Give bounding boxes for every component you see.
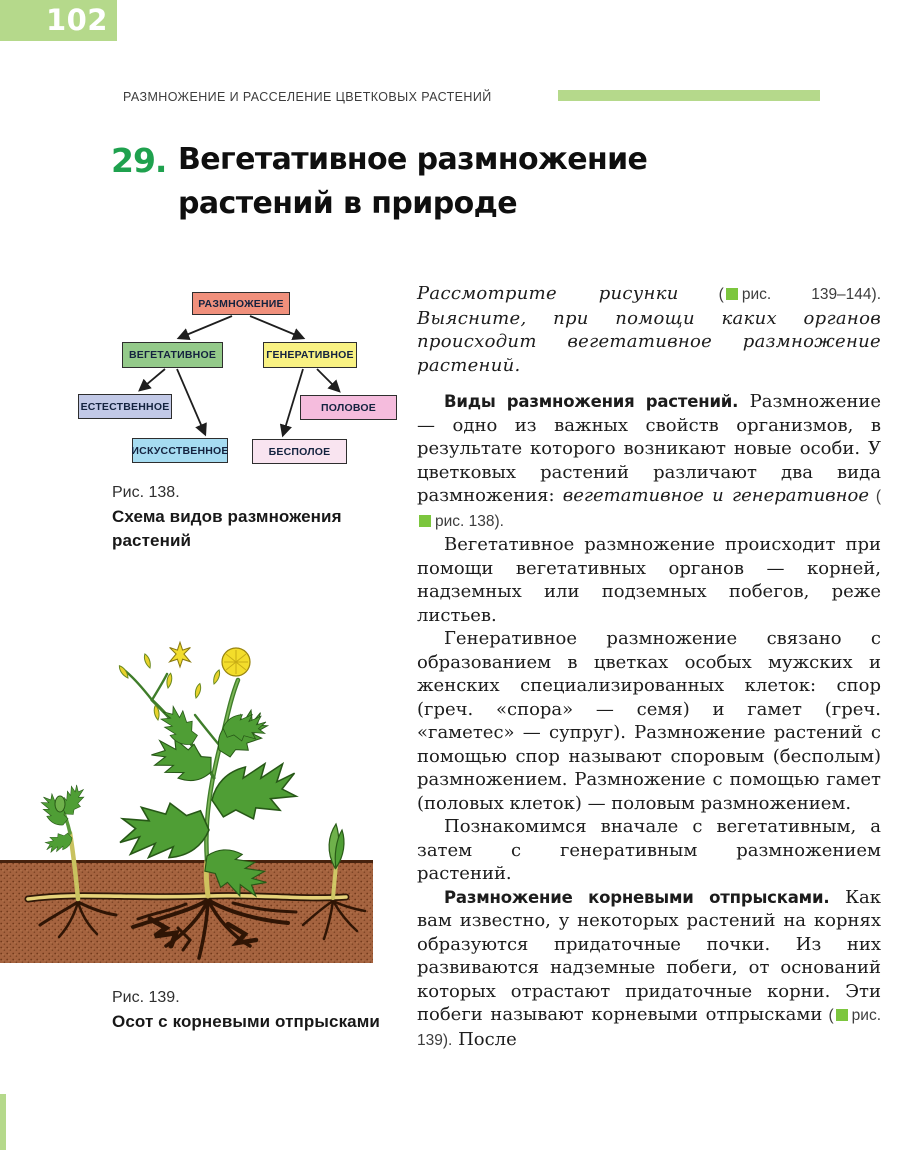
- paragraph-vegetative: Вегетативное размножение происходит при помощи вегетативных органов — корней, надземных или подземных побегов, реже листьев.: [417, 534, 881, 626]
- figure-138-caption: [112, 481, 412, 553]
- figure-ref-square-icon: [836, 1009, 848, 1021]
- figure-139-label: Рис. 139.: [112, 989, 180, 1006]
- ref-open: (: [869, 488, 881, 505]
- paragraph-body: Как вам известно, у некоторых растений на корнях образуются придаточные почки. Из них развиваются надземные побеги, от оснований которых отрастают придаточные корни. Эти побеги называют корневыми отпрысками: [417, 886, 881, 1025]
- flowchart-node-asexual: БЕСПОЛОЕ: [252, 439, 347, 464]
- article-column: [417, 282, 881, 1052]
- running-head: РАЗМНОЖЕНИЕ И РАССЕЛЕНИЕ ЦВЕТКОВЫХ РАСТЕНИЙ: [123, 90, 492, 104]
- paragraph-plan: Познакомимся вначале с вегетативным, а затем с генеративным размножением растений.: [417, 816, 881, 884]
- intro-text-1: Рассмотрите рисунки: [417, 283, 679, 304]
- header-green-rule: [558, 90, 820, 101]
- page-edge-green-mark: [0, 1094, 6, 1150]
- ref-close: ).: [494, 512, 504, 530]
- paragraph-root-suckers: [417, 886, 881, 1053]
- flowchart-node-vegetative: ВЕГЕТАТИВНОЕ: [122, 342, 223, 368]
- figure-ref-139: рис. 139: [417, 1007, 882, 1049]
- figure-139-title: Осот с корневыми отпрысками: [112, 1012, 380, 1031]
- italic-terms: вегетативное и генеративное: [562, 485, 870, 506]
- flowchart-node-artificial: ИСКУССТВЕННОЕ: [132, 438, 228, 463]
- figure-ref-139-144: рис. 139–144: [741, 286, 872, 303]
- intro-text-2: Выясните, при помощи каких органов происходит вегетативное размножение растений.: [417, 307, 881, 376]
- figure-138-label: Рис. 138.: [112, 484, 180, 501]
- flowchart-node-sexual: ПОЛОВОЕ: [300, 395, 397, 420]
- section-number: 29.: [111, 141, 167, 180]
- flowchart-node-generative: ГЕНЕРАТИВНОЕ: [263, 342, 357, 368]
- paragraph-body: Размножение — одно из важных свойств организмов, в результате которого возникают новые особи. У цветковых растений различают два вида размножения:: [417, 391, 881, 506]
- paragraph-lead: Размножение корневыми отпрысками.: [444, 887, 830, 907]
- reproduction-types-flowchart: [60, 283, 406, 475]
- paragraph-tail: После: [452, 1028, 517, 1050]
- page-number: 102: [0, 0, 117, 41]
- ref-close: ).: [442, 1031, 453, 1049]
- flowchart-node-reproduction: РАЗМНОЖЕНИЕ: [192, 292, 290, 315]
- intro-paragraph: [417, 282, 881, 377]
- flowchart-node-natural: ЕСТЕСТВЕННОЕ: [78, 394, 172, 419]
- paragraph-types: [417, 390, 881, 533]
- ref-open: (: [678, 286, 724, 303]
- ref-close: ).: [871, 286, 882, 303]
- paragraph-generative: Генеративное размножение связано с образованием в цветках особых мужских и женских специализированных клеток: спор (греч. «спора» — семя) и гамет (греч. «гаметес» — супруг). Размножение растений с помощью спор называют споровым (бесполым) размножением. Размножение с помощью гамет (половых клеток) — половым размножением.: [417, 628, 881, 814]
- sow-thistle-illustration: [0, 628, 420, 968]
- figure-139-caption: [112, 986, 432, 1034]
- figure-ref-138: рис. 138: [435, 512, 495, 530]
- ref-open: (: [822, 1007, 834, 1024]
- figure-ref-square-icon: [419, 515, 431, 527]
- figure-138-title: Схема видов размножения растений: [112, 507, 342, 550]
- section-title: Вегетативное размножение растений в природе: [178, 142, 648, 221]
- figure-ref-square-icon: [726, 288, 738, 300]
- paragraph-lead: Виды размножения растений.: [444, 392, 739, 411]
